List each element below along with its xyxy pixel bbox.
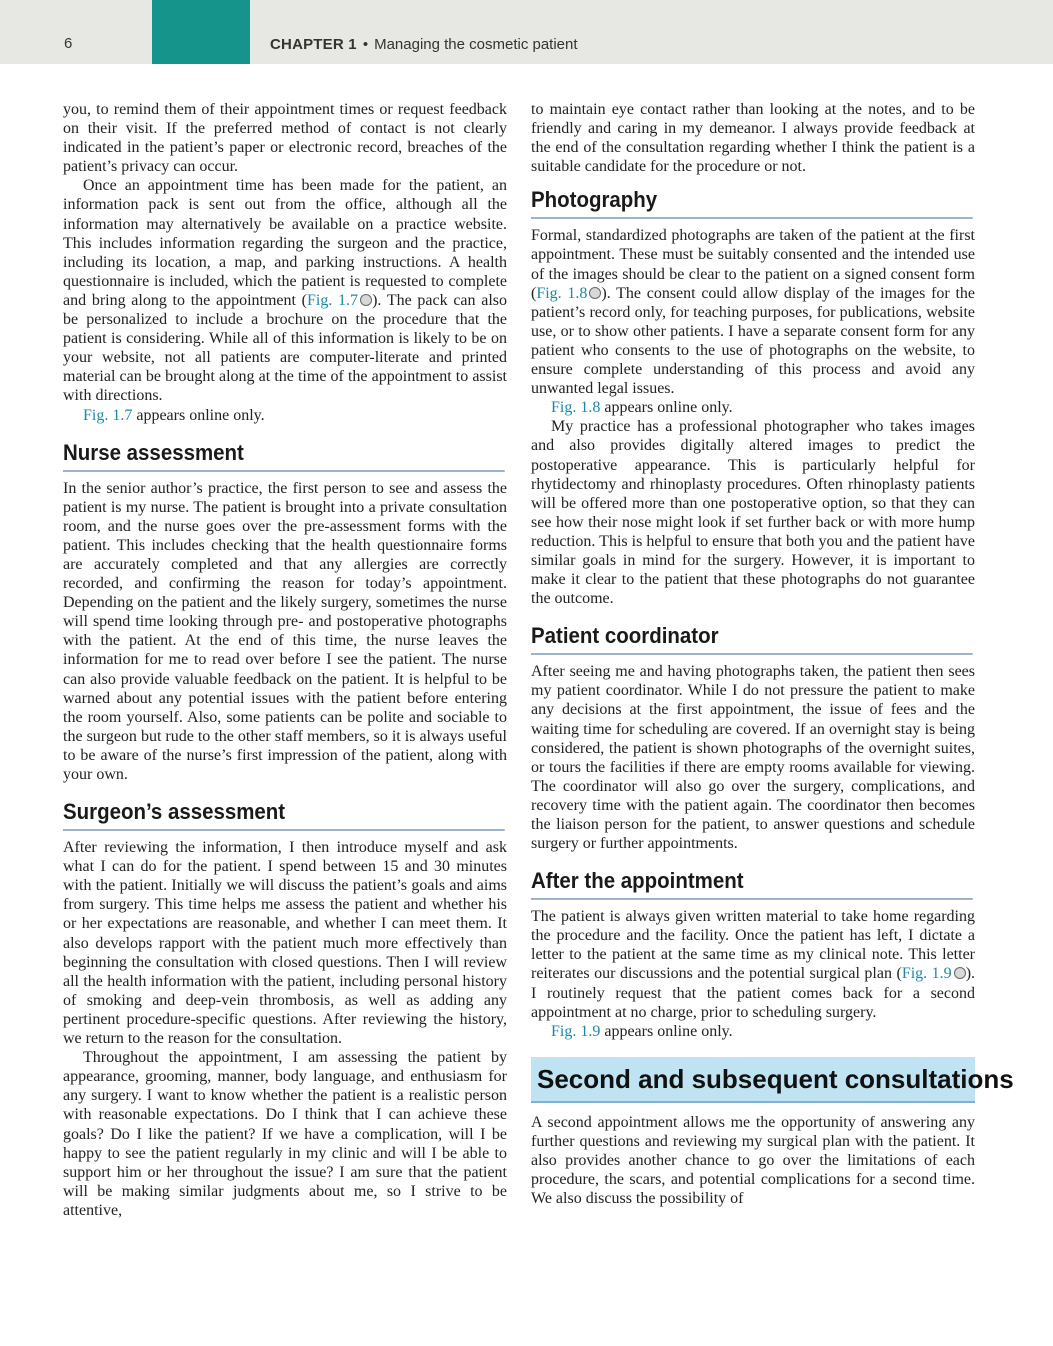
paragraph	[531, 907, 975, 1022]
page-number: 6	[64, 35, 73, 52]
header-bullet: •	[362, 36, 369, 53]
running-head	[270, 36, 578, 53]
paragraph	[63, 406, 507, 425]
paragraph: After seeing me and having photographs taken, the patient then sees my patient coordinator. While I do not pressure the patient to make any decisions at the first appointment, the issue of fees and the waiting time for scheduling are covered. If an overnight stay is being considered, the patient is shown photographs of the overnight suites, or tours the facilities if there are empty rooms available for viewing. The coordinator will also go over the surgery, complications, and recovery time with the patient again. The coordinator then becomes the liaison person for the patient, to answer questions and schedule surgery or further appointments.	[531, 663, 975, 853]
paragraph-text: The patient is always given written material to take home regarding the procedure and the facility. Once the patient has left, I dictate a letter to the patient at the same time as my clinical note. This letter reiterates our discussions and the potential surgical plan (	[531, 908, 975, 983]
section-heading-photography: Photography	[531, 186, 973, 219]
paragraph: After reviewing the information, I then introduce myself and ask what I can do for the patient. I spend between 15 and 30 minutes with the patient. Initially we will discuss the patient’s goals and aims from surgery. This time helps me assess the patient and whether his or her expectations are reasonable, and whether I can meet them. It also develops rapport with the patient much more effectively than beginning the consultation with closed questions. Then I will review all the health information with the patient, including personal history of smoking and deep-vein thrombosis, as well as adding any pertinent procedure-specific questions. After reviewing the history, we return to the reason for the consultation.	[63, 839, 507, 1048]
section-heading-patient-coordinator: Patient coordinator	[531, 622, 973, 655]
chapter-label: CHAPTER 1	[270, 36, 357, 53]
paragraph-text: Formal, standardized photographs are taken of the patient at the first appointment. These must be suitably consented and the intended use of the images should be clear to the patient on a signed consent form (	[531, 227, 975, 302]
online-media-icon[interactable]	[589, 287, 601, 299]
right-column	[531, 100, 1014, 1208]
figure-link[interactable]: Fig. 1.8	[536, 284, 588, 302]
section-heading-nurse-assessment: Nurse assessment	[63, 439, 505, 472]
figure-link[interactable]: Fig. 1.7	[307, 291, 359, 309]
running-header	[0, 0, 1053, 64]
paragraph: My practice has a professional photographer who takes images and also provides digitally altered images to predict the postoperative appearance. This is particularly helpful for rhytidectomy and rhinoplasty procedures. Often rhinoplasty patients will be offered more than one postoperative option, so that they can see how their nose might look if set further back or with more hump reduction. This is helpful to ensure that both you and the patient have similar goals in mind for the surgery. However, it is important to make it clear to the patient that these photographs do not guarantee the outcome.	[531, 418, 975, 608]
figure-link[interactable]: Fig. 1.7	[83, 406, 133, 424]
section-heading-after-appointment: After the appointment	[531, 867, 973, 900]
paragraph-text: appears online only.	[600, 1022, 733, 1040]
paragraph-text: appears online only.	[600, 399, 733, 417]
left-column	[63, 100, 507, 1220]
paragraph: you, to remind them of their appointment times or request feedback on their visit. If the preferred method of contact is not clearly indicated in the patient’s paper or electronic record, breaches of the patient’s privacy can occur.	[63, 101, 507, 176]
section-heading-surgeons-assessment: Surgeon’s assessment	[63, 798, 505, 831]
paragraph-text: ). The consent could allow display of the images for the patient’s record only, for teaching purposes, for publications, website use, or to show other patients. I have a separate consent form for any patient who consents to the use of photographs on the website, to ensure complete understanding of this process and avoid any unwanted legal issues.	[531, 284, 976, 398]
paragraph-text: ). The pack can also be personalized to include a brochure on the procedure that the patient is considering. While all of this information is likely to be on your website, not all patients are computer-literate and printed material can be brought along at the time of the appointment to assist with directions.	[63, 291, 508, 405]
paragraph-text: ). I routinely request that the patient comes back for a second appointment at no charge, prior to scheduling surgery.	[531, 965, 976, 1021]
paragraph	[531, 226, 975, 398]
header-color-tab	[152, 0, 250, 64]
major-heading-second-consultations: Second and subsequent consultations	[531, 1057, 975, 1103]
paragraph	[531, 398, 975, 417]
paragraph	[531, 1022, 975, 1041]
paragraph-text: Once an appointment time has been made for the patient, an information pack is sent out from the office, although all the information may alternatively be available on a practice website. This includes information regarding the surgeon and the practice, including its location, a map, and parking instructions. A health questionnaire is included, which the patient is requested to complete and bring along to the appointment (	[63, 177, 507, 309]
paragraph: A second appointment allows me the opportunity of answering any further questions and reviewing my surgical plan with the patient. It also provides another chance to go over the limitations of each procedure, the scars, and potential complications for a second time. We also discuss the possibility of	[531, 1113, 975, 1208]
paragraph-text: appears online only.	[132, 406, 265, 424]
paragraph: to maintain eye contact rather than looking at the notes, and to be friendly and caring in my demeanor. I always provide feedback at the end of the consultation regarding whether I think the patient is a suitable candidate for the procedure or not.	[531, 101, 975, 176]
chapter-title: Managing the cosmetic patient	[374, 36, 578, 53]
paragraph	[63, 176, 507, 405]
figure-link[interactable]: Fig. 1.9	[901, 965, 952, 983]
figure-link[interactable]: Fig. 1.9	[551, 1022, 601, 1040]
online-media-icon[interactable]	[360, 294, 372, 306]
paragraph: In the senior author’s practice, the first person to see and assess the patient is my nurse. The patient is brought into a private consultation room, and the nurse goes over the pre-assessment forms with the patient. This includes checking that the health questionnaire forms are accurately completed and that any allergies are correctly recorded, and confirming the reason for today’s appointment. Depending on the patient and the likely surgery, sometimes the nurse will spend time looking through pre- and postoperative photographs with the patient. At the end of this time, the nurse leaves the information for me to read over before I see the patient. The nurse can also provide valuable feedback on the patient. It is helpful to be warned about any potential issues with the patient before entering the room yourself. Also, some patients can be polite and sociable to the surgeon but rude to the other staff members, so it is always useful to be aware of the nurse’s first impression of the patient, along with your own.	[63, 479, 507, 783]
online-media-icon[interactable]	[954, 967, 966, 979]
figure-link[interactable]: Fig. 1.8	[551, 399, 601, 417]
paragraph: Throughout the appointment, I am assessing the patient by appearance, grooming, manner, body language, and enthusiasm for any surgery. I want to know whether the patient is a realistic person with reasonable expectations. Do I think that I can achieve these goals? Do I like the patient? If we have a complication, will I be happy to see the patient regularly in my clinic and will I be able to support him or her throughout the issue? I am sure that the patient will be making similar judgments about me, so I strive to be attentive,	[63, 1049, 507, 1219]
